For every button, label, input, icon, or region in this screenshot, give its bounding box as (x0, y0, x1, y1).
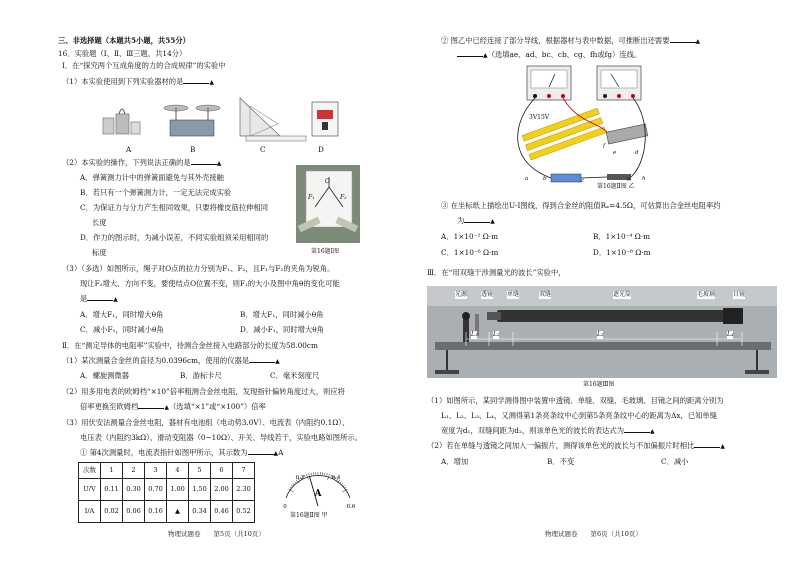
table-cell: 0.70 (145, 479, 167, 501)
q1-text: （1）本实验使用到下列实验器材的是 ▲ (62, 77, 215, 86)
fig1-label-f2: F₂ (340, 194, 347, 201)
part-i-title: Ⅰ．在“探究两个互成角度的力的合成规律”的实验中 (62, 61, 226, 70)
table-cell: 3 (145, 463, 167, 479)
circuit-letter-e: e (613, 150, 617, 156)
table-cell: 0.11 (101, 479, 123, 501)
table-cell: 1 (101, 463, 123, 479)
table-cell: 0.02 (101, 501, 123, 523)
circuit-letter-h: h (642, 176, 646, 182)
table-cell: 4 (167, 463, 189, 479)
table-cell: 1.50 (189, 479, 211, 501)
meter-tick (325, 473, 326, 475)
fig4-caption: 第16题Ⅲ图 (583, 381, 615, 388)
q16-title: 16．实验题（Ⅰ、Ⅱ、Ⅲ三题，共14分） (58, 49, 187, 58)
left-footer: 物理试题卷 第5页（共10页） (168, 530, 265, 538)
equipment-figure (100, 94, 340, 152)
force-board-figure (296, 165, 360, 243)
circuit-letter-a: a (525, 176, 529, 182)
ii-c2-line1: ② 图乙中已经连接了部分导线，根据器材与表中数据，可推断出还需要 ▲ (441, 36, 701, 45)
table-cell: 0.34 (189, 501, 211, 523)
scale-l4: L₄ (727, 331, 734, 338)
fig1-label-f1: F₁ (308, 194, 315, 201)
meter-tick (343, 485, 345, 487)
balance-image (164, 105, 220, 136)
q2-option-c-cont: 长度 (92, 218, 107, 227)
ii1-option-a: A．螺旋测微器 (80, 371, 130, 380)
meter-tick (293, 483, 295, 485)
table-cell: 6 (211, 463, 233, 479)
q3-line3: 是 ▲ (80, 294, 118, 303)
q2-option-a: A．弹簧测力计中的弹簧面避免与其外壳接触 (80, 173, 224, 182)
ii3-line1: （3）用伏安法测量合金丝电阻，器材有电池组（电动势3.0V）、电流表（内阻约0.1Ω）、 (62, 418, 350, 427)
ii3-line3: ① 第4次测量时，电流表指针如图甲所示，其示数为 ▲A (80, 448, 284, 457)
right-page (397, 0, 794, 561)
equip-label-c: C (260, 145, 266, 154)
table-cell: I/A (79, 501, 101, 523)
meter-tick (309, 473, 310, 475)
q2-option-d-cont: 标度 (92, 248, 107, 257)
data-table (78, 462, 255, 523)
label-lens: 透镜 (481, 291, 494, 298)
meter-tick (311, 473, 312, 475)
meter-tick-label: 0.2 (295, 475, 305, 481)
ii2-line2: 倍率更换至欧姆档 ▲（选填“×1”或“×100”）倍率 (80, 402, 266, 411)
table-cell: ▲ (167, 501, 189, 523)
label-eyepiece: 目镜 (733, 291, 746, 298)
ammeter-dial (278, 462, 358, 510)
circuit-letter-d: d (635, 150, 639, 156)
section-title: 三、非选择题（本题共5小题，共55分） (58, 36, 190, 45)
fig1-caption: 第16题Ⅰ图 (311, 248, 340, 255)
meter-tick (327, 473, 328, 475)
scale-l3: L₃ (597, 331, 604, 338)
q3-option-a: A．增大F₁，同时增大θ角 (80, 310, 164, 319)
ii1-option-b: B．游标卡尺 (180, 371, 222, 380)
meter-tick-label: 0.4 (331, 475, 341, 481)
voltmeter-label: 3V15V (529, 114, 550, 121)
ii-c3-line2: 为 ▲ (457, 216, 495, 225)
circuit-letter-g: g (627, 176, 631, 182)
meter-tick-label: 0.6 (346, 504, 356, 510)
iii1-line3: 宽度为d₁，双缝间距为d₂，则该单色光的波长的表达式为 ▲ (441, 426, 655, 435)
label-ground-glass: 毛玻璃 (697, 291, 716, 298)
ii1-option-c: C．毫米刻度尺 (270, 371, 320, 380)
meter-unit: A (314, 489, 322, 499)
ii-c3-option-b: B．1×10⁻⁴ Ω·m (593, 232, 651, 241)
table-cell: 2.00 (211, 479, 233, 501)
table-cell: 0.52 (233, 501, 255, 523)
meter-tick-label: 0 (283, 504, 287, 510)
ii-c3-option-d: D．1×10⁻⁸ Ω·m (593, 248, 651, 257)
q2-option-b: B．若只有一个弹簧测力计，一定无法完成实验 (80, 188, 232, 197)
q2-option-c: C．为保证力与分力产生相同效果，只要将橡皮筋拉伸相同 (80, 203, 269, 212)
table-cell: 0.16 (145, 501, 167, 523)
label-double-slit: 双缝 (539, 291, 552, 298)
ii-c2-line2: ▲（选填ae、ad、bc、cb、cg、fh或fg）连线。 (457, 50, 641, 60)
table-cell: 次数 (79, 463, 101, 479)
timer-image (312, 102, 338, 136)
iii2-option-c: C．减小 (661, 457, 689, 466)
scale-l1: L₁ (471, 331, 478, 338)
answer-blank (183, 77, 209, 84)
part-iii-title: Ⅲ．在“用双缝干涉测量光的波长”实验中， (427, 268, 566, 277)
ii-c3-option-a: A．1×10⁻² Ω·m (441, 232, 498, 241)
table-header-row (79, 463, 255, 479)
q3-line2: 现让F₂增大、方向不变，要使结点O位置不变，则F₁的大小及图中角θ的变化可能 (80, 279, 340, 288)
iii2-option-b: B．不变 (547, 457, 575, 466)
table-cell: 7 (233, 463, 255, 479)
q2-option-d: D．作力的图示时，为减小误差，不同实验组须采用相同的 (80, 233, 269, 242)
meter-tick (294, 482, 296, 484)
ii1-text: （1）某次测量合金丝的直径为0.0396cm，使用的仪器是 ▲ (62, 356, 280, 365)
fig1-label-o: O (325, 178, 330, 185)
meter-tick (341, 483, 343, 485)
scale-l2: L₂ (493, 331, 500, 338)
ii2-line1: （2）用多用电表的欧姆档“×10”倍率粗测合金丝电阻，发现指针偏转角度过大，则应将 (62, 387, 345, 396)
table-cell: 5 (189, 463, 211, 479)
label-light-source: 光源 (455, 291, 468, 298)
circuit-letter-f: f (603, 143, 606, 149)
q3-option-b: B．增大F₁，同时减小θ角 (240, 310, 324, 319)
label-single-slit: 单缝 (507, 291, 520, 298)
fig3-caption: 第16题Ⅱ图 乙 (597, 183, 635, 190)
iii2-option-a: A．增加 (441, 457, 469, 466)
circuit-letter-c: c (581, 178, 585, 184)
table-cell: 2 (123, 463, 145, 479)
label-tube: 遮光筒 (613, 291, 632, 298)
ii-c3-line1: ③ 在坐标纸上描绘出U-I图线，得到合金丝的阻值Rₓ=4.5Ω，可估算出合金丝电阻率约 (441, 201, 721, 210)
circuit-letter-b: b (543, 176, 547, 182)
meter-tick (291, 485, 293, 487)
table-row (79, 501, 255, 523)
triangle-ruler-image (240, 98, 306, 141)
q3-line1: （3）（多选）如图所示，绳子对O点的拉力分别为F₁、F₂，且F₁与F₂的夹角为锐角。 (62, 264, 335, 273)
equip-label-d: D (318, 145, 324, 154)
table-cell: U/V (79, 479, 101, 501)
fig2-caption: 第16题Ⅱ图 甲 (290, 512, 328, 519)
circuit-photo (507, 62, 657, 192)
table-row (79, 479, 255, 501)
meter-tick (340, 482, 342, 484)
table-cell: 2.30 (233, 479, 255, 501)
weights-image (103, 109, 140, 134)
ii3-line2: 电压表（内阻约3kΩ）、滑动变阻器（0~10Ω）、开关、导线若干，实验电路如图所示。 (80, 433, 362, 442)
table-cell: 0.06 (123, 501, 145, 523)
equip-label-b: B (190, 145, 196, 154)
q3-option-d: D．减小F₁，同时增大θ角 (240, 325, 324, 334)
equip-label-a: A (126, 145, 132, 154)
q2-text: （2）本实验的操作，下列说法正确的是 ▲ (62, 158, 222, 167)
table-cell: 0.46 (211, 501, 233, 523)
iii1-line1: （1）如图所示，某同学测得图中装置中透镜、单缝、双缝、毛玻璃、目镜之间的距离分别为 (427, 396, 724, 405)
table-cell: 0.30 (123, 479, 145, 501)
iii1-line2: L₁、L₂、L₃、L₄，又测得第1条亮条纹中心到第5条亮条纹中心的距离为Δx，已知单缝 (441, 411, 717, 420)
part-ii-title: Ⅱ．在“测定导体的电阻率”实验中，待测合金丝接入电路部分的长度为58.00cm (62, 341, 318, 350)
iii2-line1: （2）若在单缝与透镜之间加入一偏振片，测得该单色光的波长与不加偏振片时相比 ▲ (427, 441, 725, 450)
right-footer: 物理试题卷 第6页（共10页） (545, 530, 642, 538)
table-cell: 1.00 (167, 479, 189, 501)
ii-c3-option-c: C．1×10⁻⁶ Ω·m (441, 248, 499, 257)
q3-option-c: C．减小F₁，同时减小θ角 (80, 325, 164, 334)
